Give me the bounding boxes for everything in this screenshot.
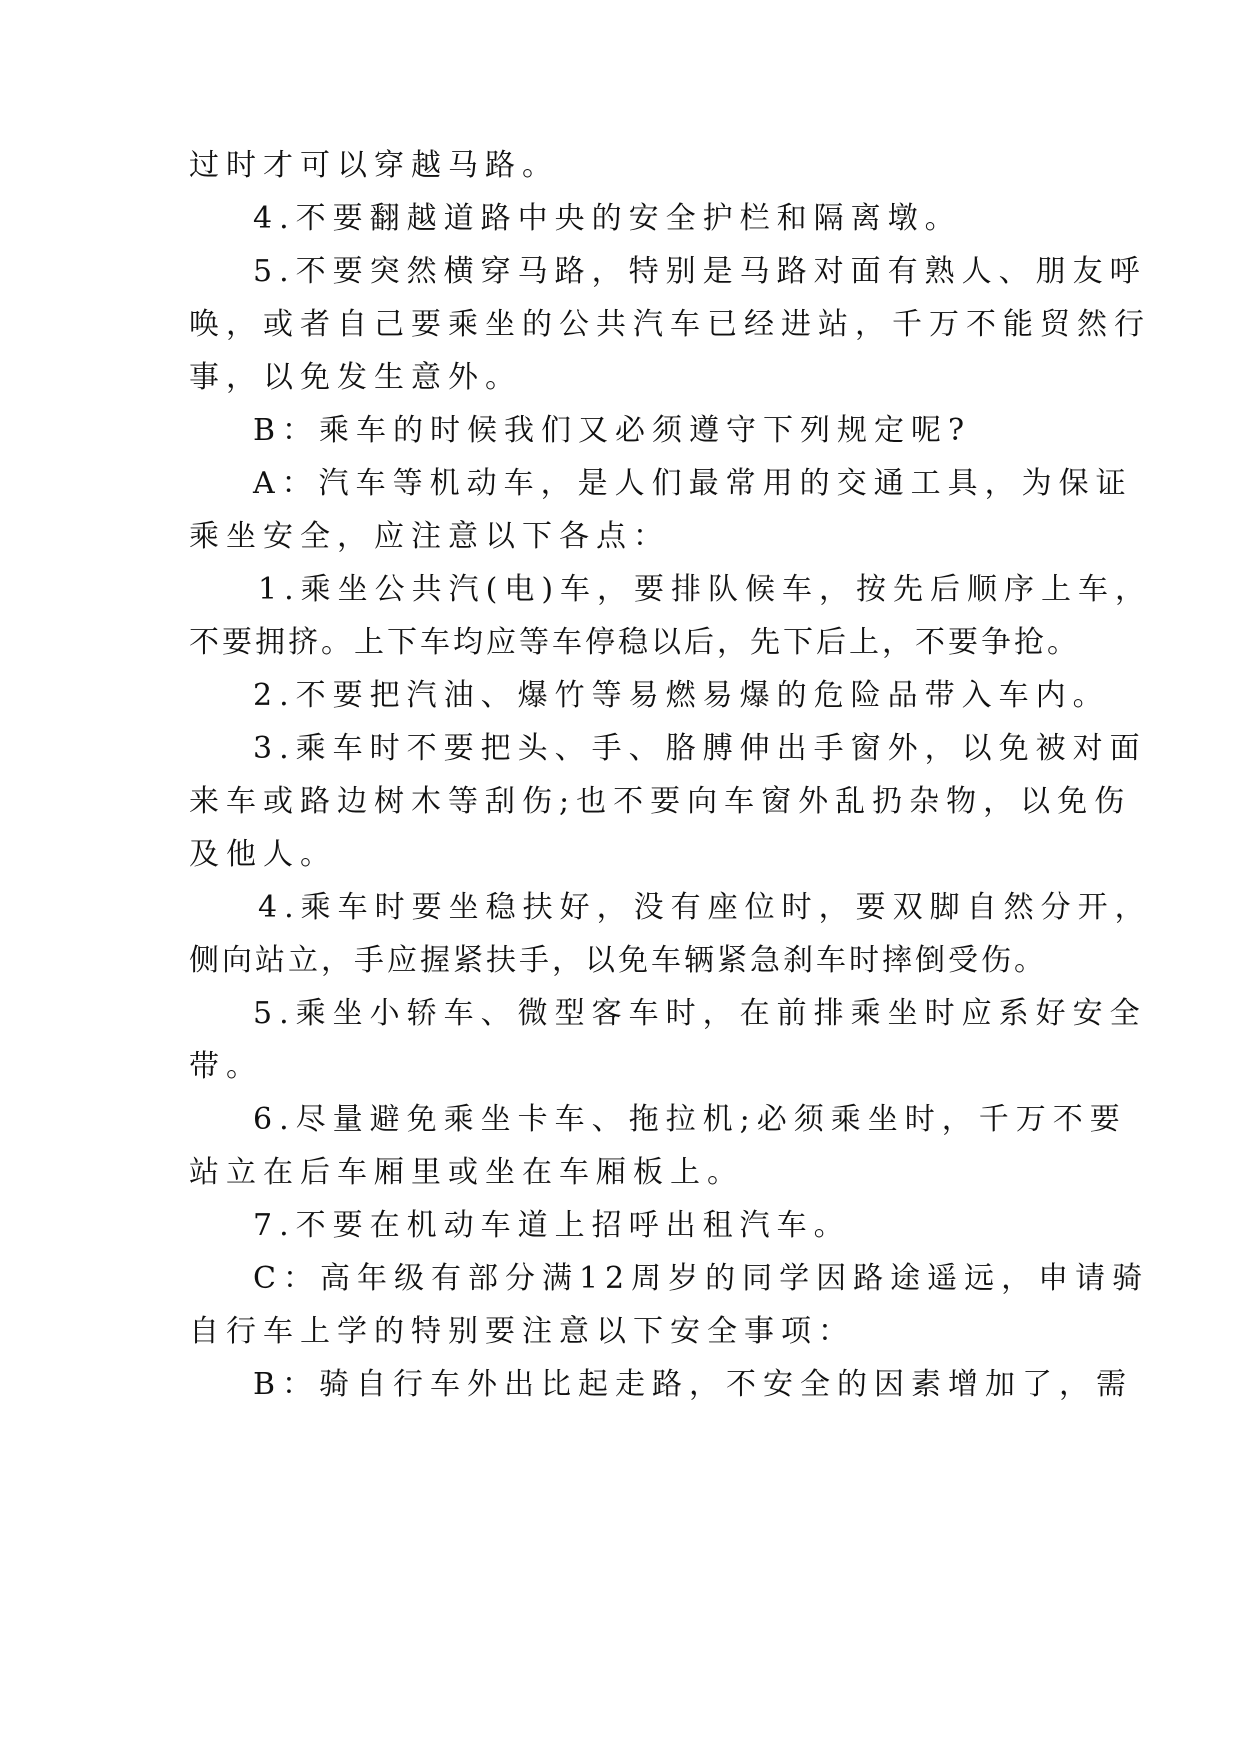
text-line: 带。 bbox=[189, 1049, 263, 1084]
text-line: B：乘车的时候我们又必须遵守下列规定呢? bbox=[253, 413, 972, 448]
text-line: 5.乘坐小轿车、微型客车时，在前排乘坐时应系好安全 bbox=[253, 996, 1147, 1031]
text-line: B：骑自行车外出比起走路，不安全的因素增加了，需 bbox=[253, 1367, 1134, 1402]
text-line: 1.乘坐公共汽(电)车，要排队候车，按先后顺序上车， bbox=[258, 572, 1153, 607]
text-line: 6.尽量避免乘坐卡车、拖拉机;必须乘坐时，千万不要 bbox=[253, 1102, 1127, 1137]
text-line: 侧向站立，手应握紧扶手，以免车辆紧急刹车时摔倒受伤。 bbox=[189, 943, 1047, 978]
text-line: 不要拥挤。上下车均应等车停稳以后，先下后上，不要争抢。 bbox=[189, 625, 1080, 660]
text-line: 来车或路边树木等刮伤;也不要向车窗外乱扔杂物，以免伤 bbox=[189, 784, 1132, 819]
text-line: 唤，或者自己要乘坐的公共汽车已经进站，千万不能贸然行 bbox=[189, 307, 1151, 342]
text-line: 3.乘车时不要把头、手、胳膊伸出手窗外，以免被对面 bbox=[253, 731, 1147, 766]
text-line: C：高年级有部分满12周岁的同学因路途遥远，申请骑 bbox=[253, 1261, 1150, 1296]
text-line: 4.乘车时要坐稳扶好，没有座位时，要双脚自然分开， bbox=[258, 890, 1152, 925]
text-line: 4.不要翻越道路中央的安全护栏和隔离墩。 bbox=[253, 201, 962, 236]
text-line: A：汽车等机动车，是人们最常用的交通工具，为保证 bbox=[253, 466, 1133, 501]
text-line: 及他人。 bbox=[189, 837, 337, 872]
text-line: 乘坐安全，应注意以下各点： bbox=[189, 519, 670, 554]
text-line: 5.不要突然横穿马路，特别是马路对面有熟人、朋友呼 bbox=[253, 254, 1147, 289]
text-line: 事，以免发生意外。 bbox=[189, 360, 522, 395]
text-line: 站立在后车厢里或坐在车厢板上。 bbox=[189, 1155, 744, 1190]
text-line: 过时才可以穿越马路。 bbox=[189, 148, 559, 183]
text-line: 自行车上学的特别要注意以下安全事项： bbox=[189, 1314, 855, 1349]
text-line: 7.不要在机动车道上招呼出租汽车。 bbox=[253, 1208, 851, 1243]
text-line: 2.不要把汽油、爆竹等易燃易爆的危险品带入车内。 bbox=[253, 678, 1110, 713]
